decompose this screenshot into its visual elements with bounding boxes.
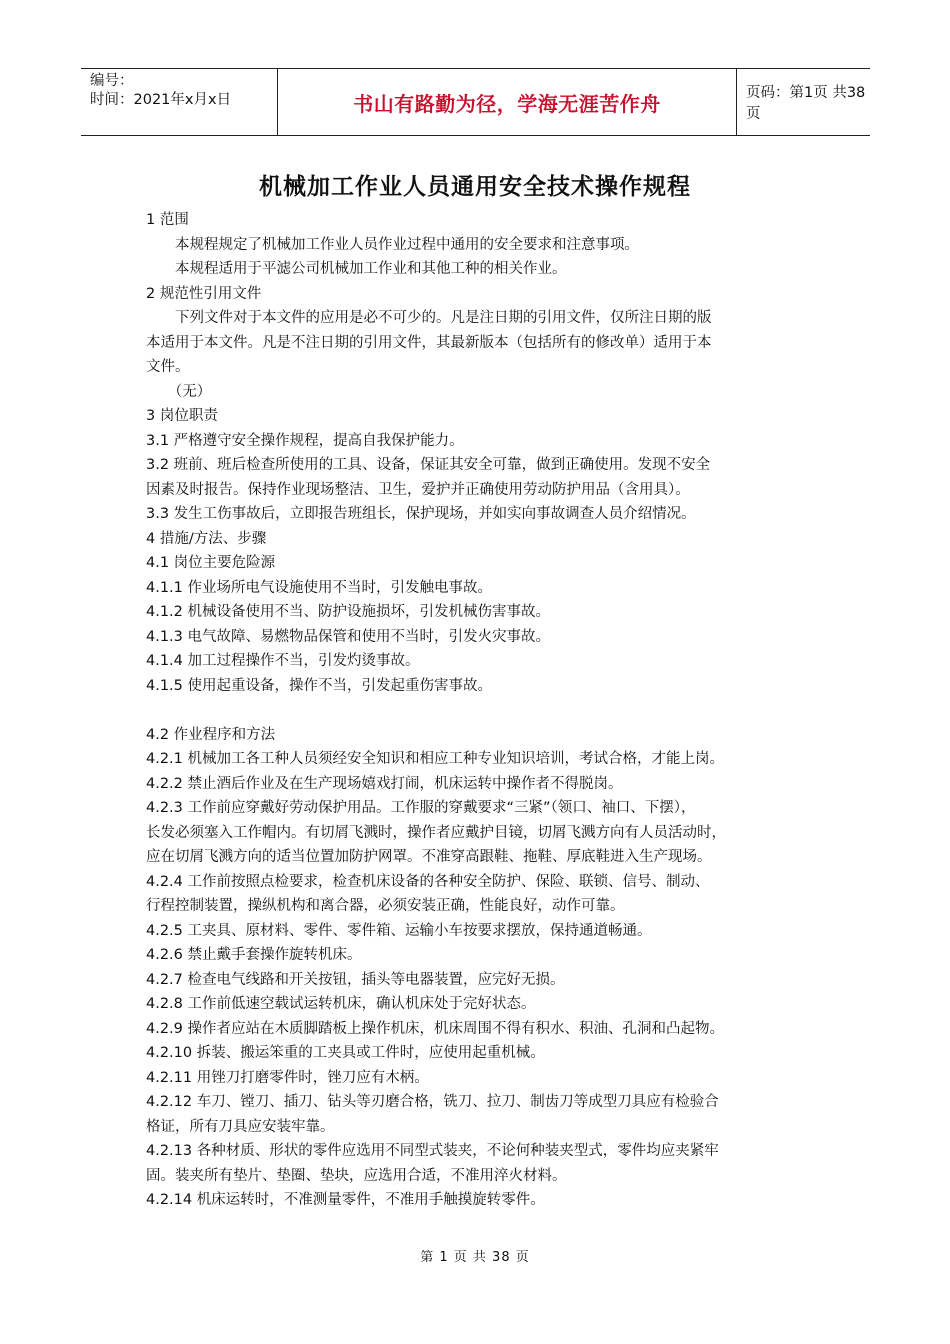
body-line: 4.2.10 拆装、搬运笨重的工夹具或工件时，应使用起重机械。 [146, 1045, 545, 1061]
body-line: 因素及时报告。保持作业现场整洁、卫生，爱护并正确使用劳动防护用品（含用具）。 [146, 481, 690, 498]
body-line: 2 规范性引用文件 [146, 285, 262, 302]
body-line: 格证，所有刀具应安装牢靠。 [146, 1118, 335, 1135]
body-line: 4.1.5 使用起重设备，操作不当，引发起重伤害事故。 [146, 677, 493, 694]
body-line: 固。装夹所有垫片、垫圈、垫块，应选用合适，不准用淬火材料。 [146, 1167, 567, 1184]
body-line: 3 岗位职责 [146, 408, 218, 424]
body-line: 4.1.3 电气故障、易燃物品保管和使用不当时，引发火灾事故。 [146, 628, 551, 645]
body-line: 4.2.6 禁止戴手套操作旋转机床。 [146, 947, 362, 963]
body-line: 4.2.11 用锉刀打磨零件时，锉刀应有木柄。 [146, 1069, 429, 1086]
body-line: 本规程规定了机械加工作业人员作业过程中通用的安全要求和注意事项。 [146, 236, 639, 253]
document-header [81, 68, 870, 136]
body-line: 4.2.14 机床运转时，不准测量零件，不准用手触摸旋转零件。 [146, 1192, 545, 1208]
motto-text: 书山有路勤为径，学海无涯苦作舟 [353, 91, 661, 116]
header-motto-cell [278, 69, 737, 135]
body-line: 1 范围 [146, 212, 189, 228]
body-line: 4.1.2 机械设备使用不当、防护设施损坏，引发机械伤害事故。 [146, 604, 551, 620]
header-meta [81, 69, 278, 135]
body-line: 4.2.12 车刀、镗刀、插刀、钻头等刃磨合格，铣刀、拉刀、制齿刀等成型刀具应有检验合 [146, 1094, 719, 1110]
body-line: 4.2.2 禁止酒后作业及在生产现场嬉戏打闹，机床运转中操作者不得脱岗。 [146, 775, 623, 792]
body-line: 4.2 作业程序和方法 [146, 726, 276, 743]
body-line: 4.1.1 作业场所电气设施使用不当时，引发触电事故。 [146, 579, 493, 596]
page-label: 页码：第1页 共38页 [746, 85, 866, 122]
body-line: 4 措施/方法、步骤 [146, 530, 267, 547]
body-line: 3.2 班前、班后检查所使用的工具、设备，保证其安全可靠，做到正确使用。发现不安全 [146, 457, 711, 473]
body-line: 行程控制装置，操纵机构和离合器，必须安装正确，性能良好，动作可靠。 [146, 898, 625, 914]
body-line: 4.2.7 检查电气线路和开关按钮，插头等电器装置，应完好无损。 [146, 971, 565, 988]
body-line: 下列文件对于本文件的应用是必不可少的。凡是注日期的引用文件，仅所注日期的版 [146, 310, 712, 326]
body-line: 本规程适用于平滤公司机械加工作业和其他工种的相关作业。 [146, 261, 567, 277]
body-line: 4.2.1 机械加工各工种人员须经安全知识和相应工种专业知识培训，考试合格，才能上岗。 [146, 751, 724, 767]
body-line: 文件。 [146, 359, 190, 375]
document-title: 机械加工作业人员通用安全技术操作规程 [259, 174, 691, 200]
body-line: 4.2.9 操作者应站在木质脚踏板上操作机床，机床周围不得有积水、积油、孔洞和凸起物。 [146, 1020, 724, 1037]
blank-line [146, 698, 806, 723]
code-label: 编号： [90, 73, 134, 89]
body-line: 4.2.8 工作前低速空载试运转机床，确认机床处于完好状态。 [146, 996, 536, 1012]
page-footer: 第 1 页 共 38 页 [420, 1250, 530, 1265]
body-line: 3.3 发生工伤事故后，立即报告班组长，保护现场，并如实向事故调查人员介绍情况。 [146, 506, 696, 522]
body-line: 4.1 岗位主要危险源 [146, 555, 276, 571]
date-label: 时间：2021年x月x日 [90, 92, 232, 108]
body-line: 4.2.4 工作前按照点检要求，检查机床设备的各种安全防护、保险、联锁、信号、制动、 [146, 873, 710, 890]
document-body [146, 208, 806, 1213]
body-line: 3.1 严格遵守安全操作规程，提高自我保护能力。 [146, 432, 464, 449]
body-line: 应在切屑飞溅方向的适当位置加防护网罩。不准穿高跟鞋、拖鞋、厚底鞋进入生产现场。 [146, 849, 712, 865]
header-page-cell [737, 69, 870, 135]
body-line: 本适用于本文件。凡是不注日期的引用文件，其最新版本（包括所有的修改单）适用于本 [146, 334, 712, 351]
body-line: 4.2.3 工作前应穿戴好劳动保护用品。工作服的穿戴要求“三紧”（领口、袖口、下摆）， [146, 800, 696, 816]
body-line: 4.2.13 各种材质、形状的零件应选用不同型式装夹，不论何种装夹型式，零件均应夹紧牢 [146, 1143, 719, 1159]
body-line: 4.2.5 工夹具、原材料、零件、零件箱、运输小车按要求摆放，保持通道畅通。 [146, 922, 652, 939]
body-line: 4.1.4 加工过程操作不当，引发灼烫事故。 [146, 653, 420, 669]
body-line: （无） [146, 383, 212, 400]
body-line: 长发必须塞入工作帽内。有切屑飞溅时，操作者应戴护目镜，切屑飞溅方向有人员活动时， [146, 824, 726, 841]
